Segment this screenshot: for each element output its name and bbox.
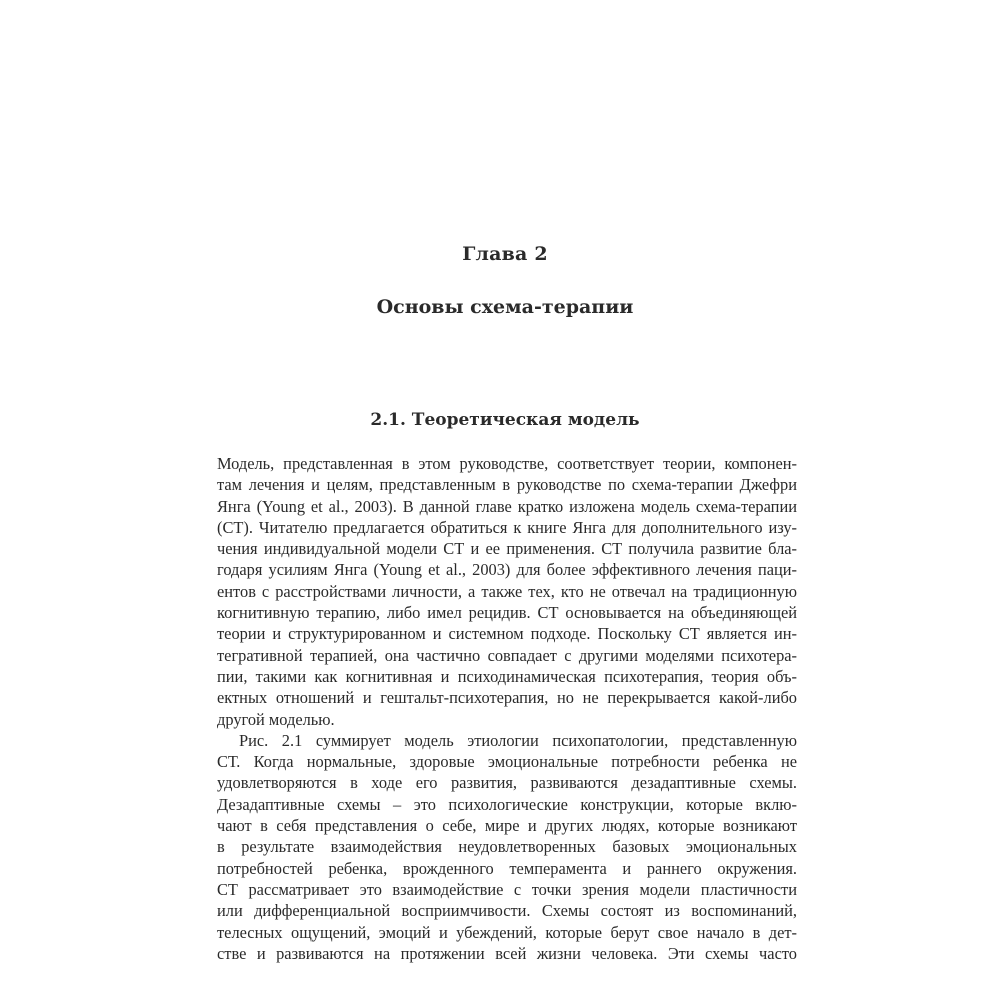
text-line: Дезадаптивные схемы – это психологические конструкции, которые вклю-	[217, 794, 797, 814]
paragraph-1	[217, 453, 797, 730]
chapter-label: Глава 2	[462, 243, 548, 265]
paragraph-2	[217, 730, 797, 964]
text-line: пии, такими как когнитивная и психодинамическая психотерапия, теория объ-	[217, 666, 797, 686]
text-line: теории и структурированном и системном подходе. Поскольку СТ является ин-	[217, 624, 797, 644]
text-line: ектных отношений и гештальт-психотерапия, но не перекрывается какой-либо	[217, 688, 797, 708]
text-line: когнитивную терапию, либо имел рецидив. СТ основывается на объединяющей	[217, 603, 797, 623]
body-text	[217, 453, 797, 964]
text-line: Модель, представленная в этом руководстве, соответствует теории, компонен-	[217, 454, 797, 473]
section-title: 2.1. Теоретическая модель	[370, 410, 640, 430]
text-line: телесных ощущений, эмоций и убеждений, которые берут свое начало в дет-	[217, 922, 797, 942]
chapter-title: Основы схема-терапии	[376, 296, 634, 318]
text-line: или дифференциальной восприимчивости. Схемы состоят из воспоминаний,	[217, 901, 797, 921]
text-line: чают в себя представления о себе, мире и других людях, которые возникают	[217, 816, 797, 836]
text-line: удовлетворяются в ходе его развития, развиваются дезадаптивные схемы.	[217, 773, 797, 793]
text-line: тегративной терапией, она частично совпадает с другими моделями психотера-	[217, 645, 797, 665]
text-line: СТ. Когда нормальные, здоровые эмоциональные потребности ребенка не	[217, 752, 797, 772]
text-line: потребностей ребенка, врожденного темперамента и раннего окружения.	[217, 858, 797, 878]
text-line: ентов с расстройствами личности, а также тех, кто не отвечал на традиционную	[217, 581, 797, 601]
text-line: (СТ). Читателю предлагается обратиться к книге Янга для дополнительного изу-	[217, 517, 797, 537]
text-line: в результате взаимодействия неудовлетворенных базовых эмоциональных	[217, 837, 797, 857]
text-line: чения индивидуальной модели СТ и ее применения. СТ получила развитие бла-	[217, 539, 797, 559]
text-line: СТ рассматривает это взаимодействие с точки зрения модели пластичности	[217, 879, 797, 899]
text-line: Рис. 2.1 суммирует модель этиологии психопатологии, представленную	[239, 730, 797, 750]
text-line: стве и развиваются на протяжении всей жизни человека. Эти схемы часто	[217, 943, 797, 963]
text-line: Янга (Young et al., 2003). В данной главе кратко изложена модель схема-терапии	[217, 496, 797, 516]
text-line: там лечения и целям, представленным в руководстве по схема-терапии Джефри	[217, 475, 797, 495]
text-line: другой моделью.	[217, 709, 335, 729]
text-line: годаря усилиям Янга (Young et al., 2003) для более эффективного лечения паци-	[217, 560, 797, 580]
